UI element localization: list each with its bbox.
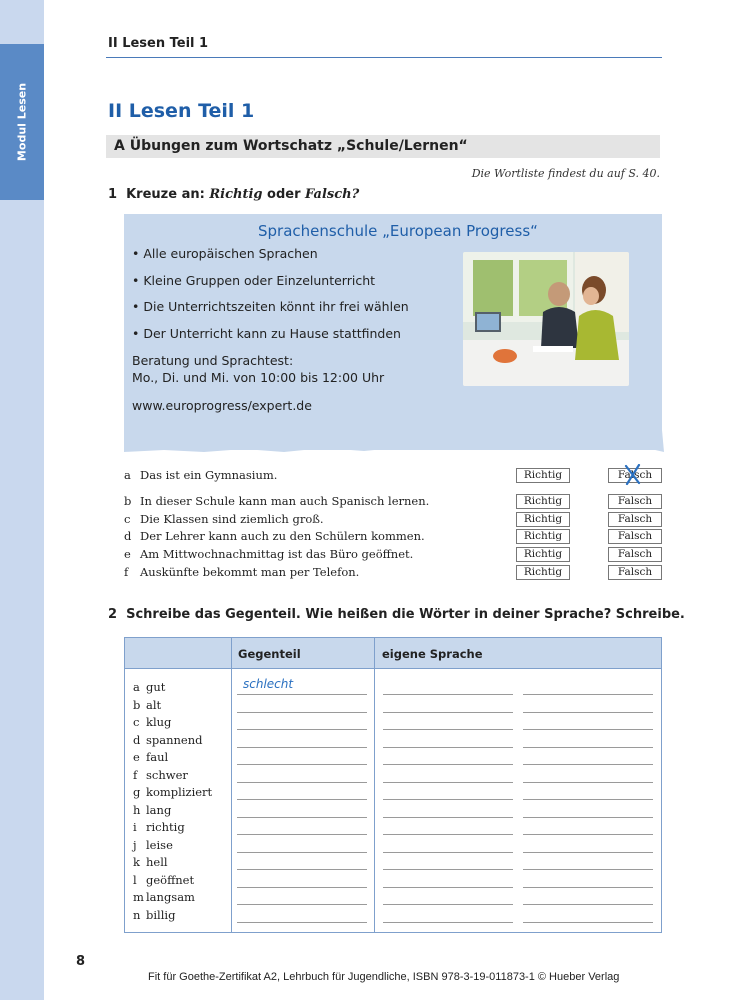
ad-website: www.europrogress/expert.de [132, 398, 312, 413]
own-language-line[interactable] [523, 764, 653, 765]
table-header [125, 638, 661, 669]
own-language-line[interactable] [523, 712, 653, 713]
opposite-answer-line[interactable] [237, 799, 367, 800]
word-text: richtig [146, 820, 185, 834]
opposite-answer-line[interactable] [237, 747, 367, 748]
falsch-checkbox[interactable]: Falsch [608, 565, 662, 580]
own-language-line[interactable] [383, 747, 513, 748]
word-row [125, 855, 661, 873]
word-text: alt [146, 697, 162, 712]
statement-row [124, 512, 664, 528]
own-language-line[interactable] [383, 817, 513, 818]
word-letter: c [133, 715, 140, 729]
statement-letter: a [124, 468, 131, 482]
falsch-checkbox[interactable]: Falsch [608, 512, 662, 527]
handwritten-answer: schlecht [243, 677, 294, 691]
own-language-line[interactable] [523, 782, 653, 783]
own-language-line[interactable] [523, 694, 653, 695]
own-language-line[interactable] [383, 834, 513, 835]
ad-title: Sprachenschule „European Progress“ [258, 222, 538, 240]
richtig-checkbox[interactable]: Richtig [516, 468, 570, 483]
ad-consult-line-2: Mo., Di. und Mi. von 10:00 bis 12:00 Uhr [132, 370, 385, 385]
opposite-answer-line[interactable] [237, 869, 367, 870]
statement-text: Die Klassen sind ziemlich groß. [140, 512, 324, 526]
own-language-line[interactable] [523, 922, 653, 923]
opposite-answer-line[interactable] [237, 852, 367, 853]
opposite-answer-line[interactable] [237, 817, 367, 818]
own-language-line[interactable] [383, 729, 513, 730]
page-number: 8 [76, 954, 86, 969]
word-row [125, 733, 661, 751]
word-text: leise [146, 837, 173, 852]
word-letter: l [133, 872, 137, 887]
header-rule [106, 57, 662, 58]
richtig-checkbox[interactable]: Richtig [516, 529, 570, 544]
ad-feature-list [132, 246, 409, 352]
falsch-checkbox[interactable]: Falsch [608, 547, 662, 562]
statement-row [124, 565, 664, 581]
word-text: faul [146, 750, 169, 764]
instruction-option-true: Richtig [209, 187, 263, 202]
falsch-label: Falsch [617, 469, 653, 481]
statement-row [124, 468, 664, 484]
ad-feature-item: • Die Unterrichtszeiten könnt ihr frei wählen [132, 299, 409, 314]
statement-row [124, 547, 664, 563]
opposite-answer-line[interactable] [237, 712, 367, 713]
subtitle-bar [106, 135, 660, 158]
word-letter: i [133, 820, 137, 834]
torn-paper-edge [124, 430, 664, 458]
own-language-line[interactable] [523, 817, 653, 818]
opposite-answer-line[interactable] [237, 887, 367, 888]
own-language-line[interactable] [523, 834, 653, 835]
own-language-line[interactable] [383, 712, 513, 713]
footer-citation: Fit für Goethe-Zertifikat A2, Lehrbuch für Jugendliche, ISBN 978-3-19-011873-1 © Hueber Verlag [148, 971, 620, 983]
ad-photo [463, 252, 629, 386]
own-language-line[interactable] [523, 852, 653, 853]
section-subtitle: A Übungen zum Wortschatz „Schule/Lernen“ [114, 138, 468, 154]
own-language-line[interactable] [383, 764, 513, 765]
ad-feature-item: • Alle europäischen Sprachen [132, 246, 318, 261]
statement-text: Am Mittwochnachmittag ist das Büro geöffnet. [140, 547, 414, 561]
richtig-checkbox[interactable]: Richtig [516, 547, 570, 562]
word-text: kompliziert [146, 785, 213, 799]
word-letter: e [133, 750, 140, 764]
statement-text: Der Lehrer kann auch zu den Schülern kommen. [140, 529, 425, 543]
opposite-answer-line[interactable] [237, 782, 367, 783]
word-letter: h [133, 802, 141, 817]
word-row [125, 873, 661, 891]
own-language-line[interactable] [523, 869, 653, 870]
word-row [125, 715, 661, 733]
word-row [125, 677, 661, 698]
statement-row [124, 529, 664, 545]
word-text: lang [146, 802, 172, 817]
opposite-answer-line[interactable] [237, 922, 367, 923]
own-language-line[interactable] [383, 694, 513, 695]
word-text: gut [146, 680, 166, 694]
word-letter: g [133, 785, 141, 799]
ad-feature-item: • Kleine Gruppen oder Einzelunterricht [132, 272, 376, 288]
word-text: schwer [146, 767, 188, 782]
ad-feature-item: • Der Unterricht kann zu Hause stattfinden [132, 325, 401, 341]
word-row [125, 820, 661, 838]
column-header-opposite: Gegenteil [238, 647, 301, 661]
own-language-line[interactable] [383, 799, 513, 800]
photo-illustration [463, 252, 629, 386]
own-language-line[interactable] [383, 852, 513, 853]
word-text: langsam [146, 890, 195, 904]
word-letter: m [133, 890, 144, 904]
section-title: II Lesen Teil 1 [108, 100, 255, 122]
opposite-answer-line[interactable] [237, 729, 367, 730]
module-tab [0, 44, 44, 200]
richtig-checkbox[interactable]: Richtig [516, 494, 570, 509]
wordlist-note: Die Wortliste findest du auf S. 40. [471, 167, 660, 180]
ad-consult-line-1: Beratung und Sprachtest: [132, 353, 294, 368]
falsch-checkbox[interactable]: Falsch [608, 494, 662, 509]
statement-letter: c [124, 512, 131, 526]
own-language-line[interactable] [383, 869, 513, 870]
word-row [125, 750, 661, 768]
own-language-line[interactable] [523, 747, 653, 748]
exercise-2-number: 2 [108, 607, 118, 622]
running-head: II Lesen Teil 1 [108, 36, 209, 51]
word-letter: a [133, 680, 140, 694]
module-tab-label: Modul Lesen [15, 82, 29, 162]
own-language-line[interactable] [523, 904, 653, 905]
opposite-answer-line[interactable] [237, 694, 367, 695]
exercise-1-instruction [108, 187, 359, 202]
word-row [125, 785, 661, 803]
instruction-option-false: Falsch? [305, 187, 360, 202]
statement-letter: b [124, 494, 132, 508]
word-row [125, 838, 661, 856]
word-letter: b [133, 697, 141, 712]
statement-text: Das ist ein Gymnasium. [140, 468, 278, 482]
own-language-line[interactable] [383, 922, 513, 923]
word-text: geöffnet [146, 872, 195, 887]
falsch-checkbox[interactable] [608, 468, 662, 483]
word-row [125, 698, 661, 716]
exercise-2-text: Schreibe das Gegenteil. Wie heißen die Wörter in deiner Sprache? Schreibe. [126, 607, 685, 622]
opposites-table [124, 637, 662, 933]
word-row [125, 890, 661, 908]
own-language-line[interactable] [523, 887, 653, 888]
word-text: spannend [146, 732, 203, 747]
word-letter: j [133, 837, 137, 852]
word-row [125, 768, 661, 786]
opposite-answer-line[interactable] [237, 764, 367, 765]
own-language-line[interactable] [383, 904, 513, 905]
word-letter: d [133, 732, 141, 747]
word-letter: n [133, 907, 141, 922]
exercise-2-instruction [108, 607, 685, 622]
opposite-answer-line[interactable] [237, 834, 367, 835]
cross-mark-icon [623, 464, 643, 486]
own-language-line[interactable] [523, 729, 653, 730]
statement-text: In dieser Schule kann man auch Spanisch lernen. [140, 494, 430, 508]
word-letter: k [133, 855, 140, 869]
word-text: klug [146, 715, 172, 729]
word-text: billig [146, 907, 176, 922]
falsch-checkbox[interactable]: Falsch [608, 529, 662, 544]
column-header-own-language: eigene Sprache [382, 647, 483, 661]
instruction-prefix: Kreuze an: [126, 187, 210, 202]
own-language-line[interactable] [383, 887, 513, 888]
statement-text: Auskünfte bekommt man per Telefon. [140, 565, 360, 579]
advertisement-box [124, 214, 662, 450]
word-row [125, 908, 661, 926]
statement-letter: e [124, 547, 131, 561]
statement-row [124, 494, 664, 510]
opposite-answer-line[interactable] [237, 904, 367, 905]
statement-letter: f [124, 565, 129, 579]
ad-consultation-hours [132, 352, 384, 386]
richtig-checkbox[interactable]: Richtig [516, 565, 570, 580]
richtig-checkbox[interactable]: Richtig [516, 512, 570, 527]
word-text: hell [146, 855, 168, 869]
instruction-connector: oder [262, 187, 306, 202]
word-row [125, 803, 661, 821]
word-letter: f [133, 767, 138, 782]
statement-letter: d [124, 529, 132, 543]
exercise-1-number: 1 [108, 187, 118, 202]
own-language-line[interactable] [523, 799, 653, 800]
own-language-line[interactable] [383, 782, 513, 783]
